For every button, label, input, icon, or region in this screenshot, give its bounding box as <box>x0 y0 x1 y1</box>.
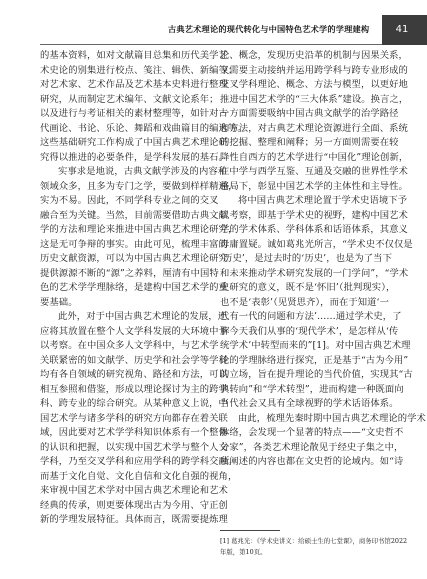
text-line: 分家”，各类艺术理论散见于经史子集之中， <box>220 441 404 453</box>
text-line: 历史文献资源，可以为中国古典艺术理论研究 <box>40 253 228 264</box>
running-title: 古典艺术理论的现代转化与中国特色艺术学的学理建构 <box>168 24 370 34</box>
text-line: 一方面需要吸纳中国古典文献学的治学路径 <box>220 108 399 119</box>
text-line: 国艺术学与诸多学科的研究方向都存在着关联 <box>40 412 228 424</box>
text-line: 术史论的别集进行校点、笺注、辑佚、新编等； <box>40 64 238 76</box>
text-line: 史研究的意义，既不是‘怀旧’（批判现实）， <box>220 282 396 293</box>
text-line: 应将其放置在整个人文学科发展的大环境中予 <box>40 325 228 337</box>
text-line: 以考察。在中国众多人文学科中，与艺术学 <box>40 340 219 351</box>
text-line: 新的学理发展特征。具体而言，既需要提炼理 <box>40 514 228 525</box>
footnote-rule <box>220 530 280 531</box>
text-line: 研究，从而制定艺术编年、文献文论系年； <box>40 93 219 105</box>
text-line: 的立场，旨在提升理论的当代价值，实现其“古 <box>220 369 413 380</box>
text-line: 经典的传承，则更要体现出古为今用、守正创 <box>40 499 228 511</box>
text-line: 学的方法和理论来推进中国古典艺术理论研究， <box>40 224 238 235</box>
text-line: 相互参照和借鉴，形成以理论探讨为主的跨学 <box>40 383 228 395</box>
text-line: 当代社会又具有全球视野的学术话语体系。 <box>220 398 399 409</box>
text-line: 域，因此要对艺术学学科知识体系有一个整体 <box>40 427 228 438</box>
text-line: 和未来推动学术研究发展的一门学问”，“学术 <box>220 267 409 279</box>
page-header <box>0 0 427 44</box>
text-line: 交叉学科理论、概念、方法与模型，以更好地 <box>220 79 408 90</box>
text-line: 提供源源不断的“源”之养料，厘清有中国特 <box>40 267 219 279</box>
text-line: 究得以推进的必要条件，是学科发展的基石。 <box>40 151 228 163</box>
header-rule <box>40 44 382 45</box>
text-line: 推进中国艺术学的“三大体系”建设。换言之， <box>220 93 409 105</box>
text-line: 典转向”和“学术转型”，进而构建一种既面向 <box>220 383 404 395</box>
text-line: 这是无可争辩的事实。由此可见，梳理丰富的 <box>40 238 228 250</box>
text-line: 以考察，即基于学术史的视野，建构中国艺术 <box>220 209 408 221</box>
text-line: 此外，对于中国古典艺术理论的发展，还 <box>58 311 228 322</box>
text-line: 脉络，会发现一个显著的特点——“文史哲不 <box>220 427 404 438</box>
text-line: 解今天我们从事的‘现代学术’，是怎样从‘传 <box>220 325 399 337</box>
text-line: 学的学术体系、学科体系和话语体系，其意义 <box>220 224 408 235</box>
text-line: 论、概念，发现历史沿革的机制与因果关系， <box>220 50 408 61</box>
text-line: 这些基础研究工作构成了中国古典艺术理论研 <box>40 137 228 148</box>
text-line: 由此，梳理先秦时期中国古典艺术理论的学术 <box>238 412 426 424</box>
footnote-line: [1] 葛兆光：《学术史讲义：给硕士生的七堂课》，商务印书馆2022 <box>220 537 408 545</box>
right-column <box>220 49 426 470</box>
text-line: 统学术’中转型而来的”[1]。对中国古典艺术理 <box>220 340 411 351</box>
text-line: 均有各自领域的研究视角、路径和方法，可以 <box>40 369 228 380</box>
text-line: 也不是‘表彰’（见贤思齐），而在于知道‘一 <box>220 296 390 308</box>
text-line: 实为不易。因此，不同学科专业之间的交叉 <box>40 195 219 206</box>
text-line: 代有一代的问题和方法’……通过学术史，了 <box>220 311 402 322</box>
text-line: 的认识和把握，以实现中国艺术学与整个人文 <box>40 441 228 453</box>
text-line: 实事求是地说，古典文献学涉及的内容和 <box>58 166 228 177</box>
text-line: 领域众多，且多为专门之学，要做到样样精通， <box>40 180 238 192</box>
page-number: 41 <box>395 24 409 35</box>
text-line: 色的艺术学学理脉络，是建构中国艺术学的重 <box>40 282 228 293</box>
text-line: 代画论、书论、乐论、舞蹈和戏曲篇目的编选等。 <box>40 122 247 134</box>
text-line: 论的学理脉络进行探究，正是基于“古为今用” <box>220 354 409 366</box>
footnote-line: 年版，第10页。 <box>220 547 267 556</box>
page-number-tab <box>382 15 427 45</box>
text-line: 对艺术家、艺术作品及艺术基本史料进行整理 <box>40 79 228 90</box>
footnote <box>220 536 408 557</box>
text-line: 的挖掘、整理和阐释；另一方面则需要在较 <box>220 137 399 148</box>
text-line: 关联紧密的如文献学、历史学和社会学等学科 <box>40 354 228 366</box>
text-line: 的基本资料，如对文献篇目总集和历代美学艺 <box>40 50 228 61</box>
text-line: 以及进行与考证相关的素材整理等，如针对古 <box>40 108 228 119</box>
text-line: 在中学与西学互鉴、互通及交融的世界性学术 <box>220 166 408 177</box>
text-line: 所阐述的内容也都在文史哲的论域内。如“诗 <box>220 456 404 467</box>
text-line: 科、跨专业的综合研究。从某种意义上说，中 <box>40 398 228 409</box>
text-line: 又需要主动接纳并运用跨学科与跨专业形成的 <box>220 64 408 76</box>
text-line: 将中国古典艺术理论置于学术史语境下予 <box>238 195 408 206</box>
text-line: 降性自西方的艺术学进行“中国化”理论创新， <box>220 151 409 163</box>
text-line: 和方法，对古典艺术理论资源进行全面、系统 <box>220 122 408 134</box>
text-line: ‘历史’，是过去时的‘历史’，也是为了当下 <box>220 253 392 264</box>
text-line: 融合至为关键。当然，目前需要借助古典文献 <box>40 209 228 221</box>
text-line: 来审视中国艺术学对中国古典艺术理论和艺术 <box>40 485 228 496</box>
left-column <box>40 49 247 528</box>
text-line: 学科，乃至交叉学科和应用学科的跨学科交融。 <box>40 456 238 467</box>
text-line: 要基础。 <box>40 296 78 308</box>
text-line: 毋庸置疑。诚如葛兆光所言，“学术史不仅仅是 <box>220 238 413 250</box>
text-line: 而基于文化自觉、文化自信和文化自强的视角， <box>40 470 238 482</box>
text-line: 格局下，彰显中国艺术学的主体性和主导性。 <box>220 180 408 192</box>
